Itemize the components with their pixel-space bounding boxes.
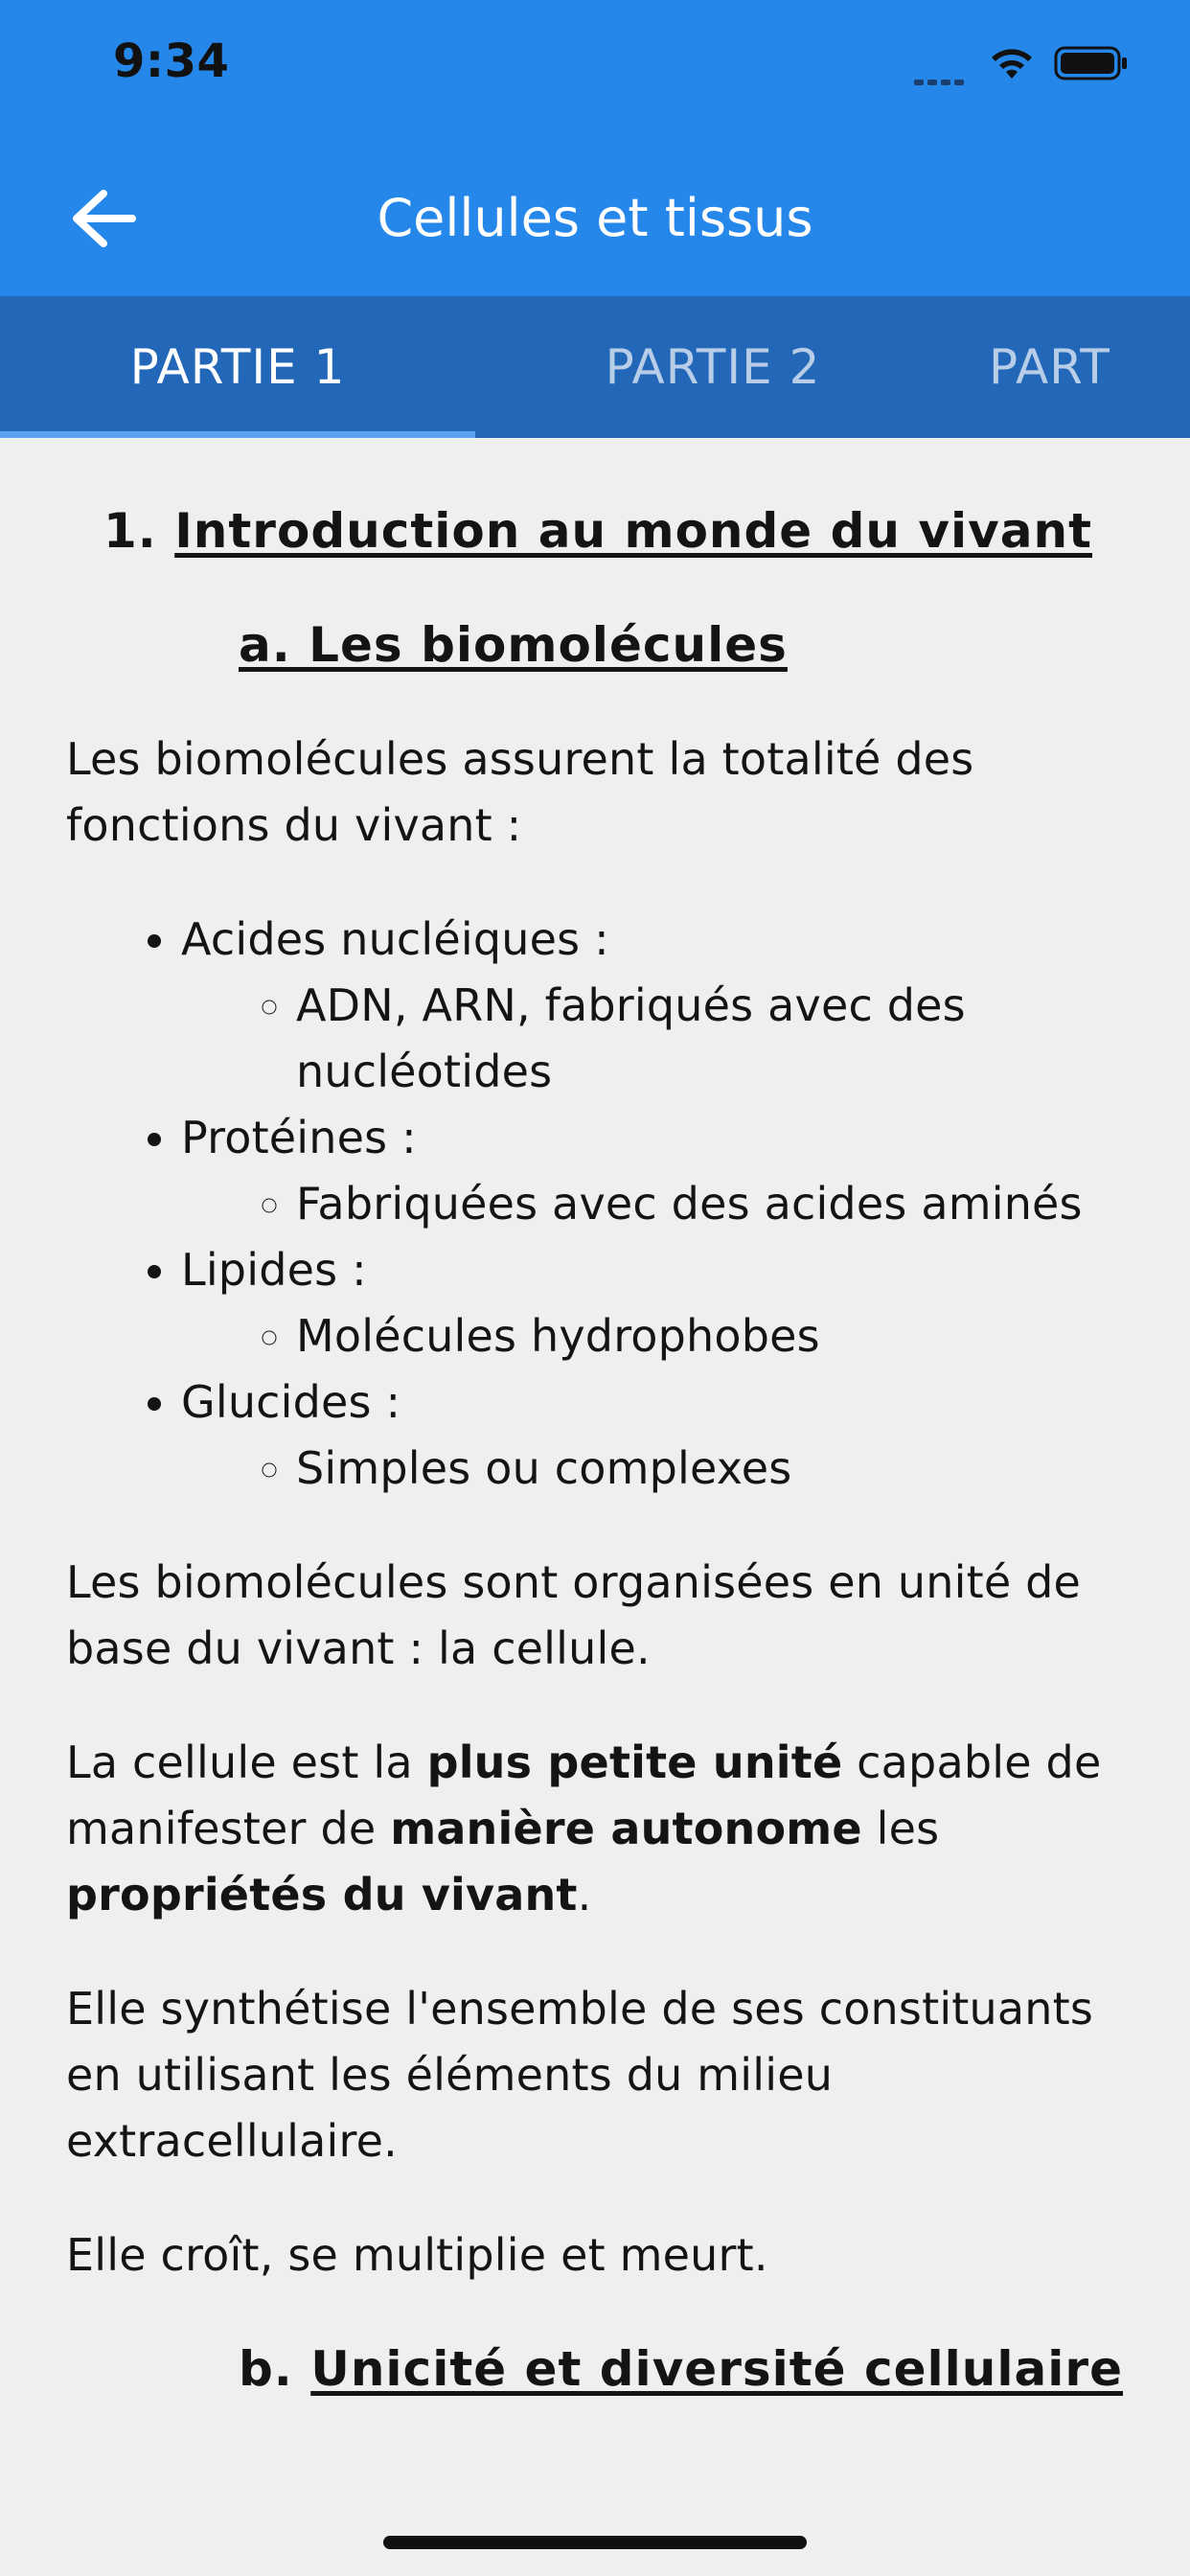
text-run: les: [861, 1803, 940, 1854]
list-item: [181, 1105, 1130, 1237]
tab-partie-1[interactable]: PARTIE 1: [129, 339, 346, 395]
subsection-letter-b: b.: [239, 2341, 293, 2397]
tab-partie-2[interactable]: PARTIE 2: [605, 339, 821, 395]
subsection-heading-a: [239, 612, 1130, 678]
section-title: Introduction au monde du vivant: [174, 503, 1092, 559]
text-run: .: [577, 1869, 592, 1920]
page-title: Cellules et tissus: [377, 188, 813, 248]
home-indicator[interactable]: [383, 2536, 807, 2549]
sub-list-item: ◦ Simples ou complexes: [296, 1436, 1130, 1502]
bold-text: manière autonome: [390, 1803, 862, 1854]
paragraph-growth: Elle croît, se multiplie et meurt.: [66, 2229, 768, 2281]
text-run: La cellule est la: [66, 1736, 427, 1788]
paragraph-intro: Les biomolécules assurent la totalité des fonctions du vivant :: [66, 733, 974, 851]
app-bar: [0, 0, 1190, 296]
status-time: 9:34: [113, 34, 230, 88]
paragraph-organisation: Les biomolécules sont organisées en unité de base du vivant : la cellule.: [66, 1556, 1082, 1674]
sub-list-item: ◦ ADN, ARN, fabriqués avec des nucléotides: [296, 973, 1130, 1105]
subsection-title-a: a. Les biomolécules: [239, 617, 788, 673]
paragraph-cell-definition: [66, 1730, 1130, 1928]
bold-text: propriétés du vivant: [66, 1869, 578, 1920]
list-item: [181, 907, 1130, 1105]
battery-icon: [1054, 44, 1131, 82]
list-item-label: Acides nucléiques :: [181, 913, 609, 965]
paragraph-synthesis: Elle synthétise l'ensemble de ses constituants en utilisant les éléments du milieu extracellulaire.: [66, 1983, 1094, 2167]
tab-partie-3[interactable]: PART: [989, 339, 1110, 395]
tab-bar: [0, 296, 1190, 438]
list-item-label: Glucides :: [181, 1376, 401, 1428]
section-heading: [66, 498, 1130, 564]
list-item-label: Protéines :: [181, 1112, 417, 1163]
section-number: 1.: [103, 503, 157, 559]
list-item: [181, 1237, 1130, 1369]
subsection-heading-b: [239, 2336, 1130, 2403]
signal-icon: [914, 71, 968, 89]
active-tab-indicator: [0, 431, 475, 438]
sub-list-item: ◦ Fabriquées avec des acides aminés: [296, 1171, 1130, 1237]
list-item-label: Lipides :: [181, 1244, 367, 1296]
sub-list-item: ◦ Molécules hydrophobes: [296, 1303, 1130, 1369]
biomolecules-list: [66, 907, 1130, 1502]
text-run: capable de manifester de: [66, 1736, 1102, 1854]
list-item: [181, 1369, 1130, 1502]
subsection-title-b: Unicité et diversité cellulaire: [310, 2341, 1123, 2397]
lesson-content: [66, 498, 1130, 2403]
wifi-icon: [989, 46, 1035, 80]
bold-text: plus petite unité: [426, 1736, 843, 1788]
